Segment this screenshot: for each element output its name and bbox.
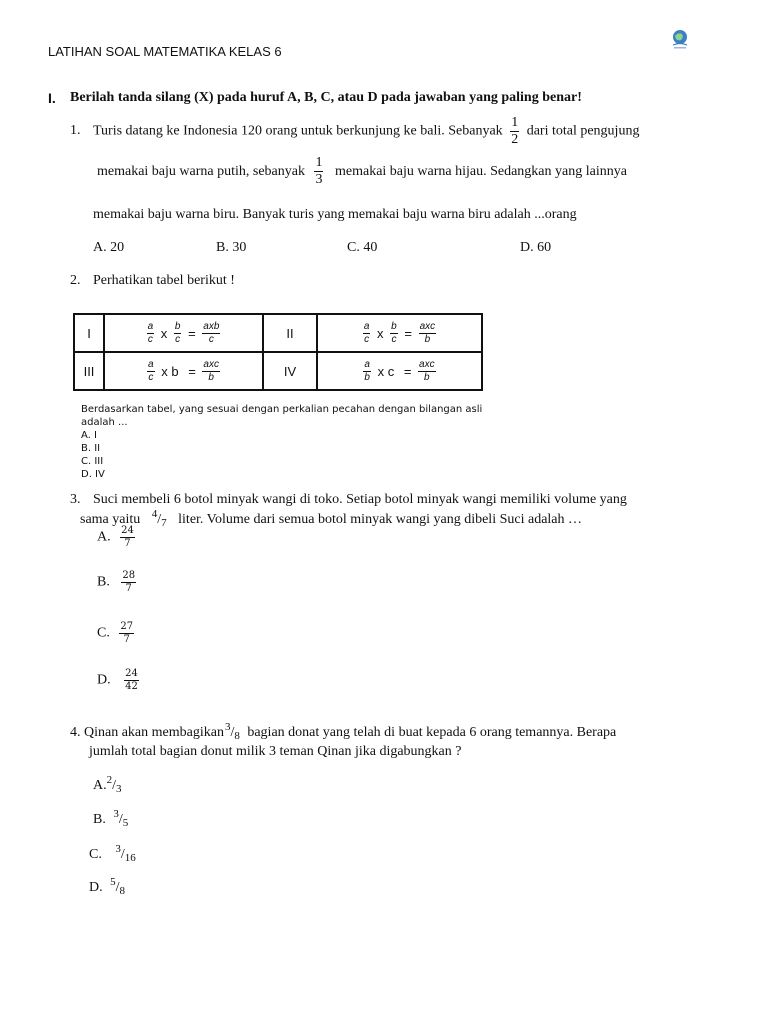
q2-note-line1: Berdasarkan tabel, yang sesuai dengan perkalian pecahan dengan bilangan asli: [81, 404, 483, 415]
table-cell-roman: II: [263, 314, 317, 352]
option-label: B.: [93, 812, 106, 827]
expr-den: b: [424, 371, 430, 383]
q2-option-c[interactable]: C. III: [81, 456, 104, 467]
expr-equals: =: [403, 363, 412, 379]
expr-den: c: [147, 333, 153, 345]
option-label: C.: [89, 847, 102, 862]
option-fraction: [119, 622, 134, 645]
expr-den: c: [175, 333, 181, 345]
expr-den: b: [208, 371, 214, 383]
option-den: 42: [125, 681, 138, 692]
q4-line2: jumlah total bagian donut milik 3 teman Qinan jika digabungkan ?: [89, 744, 462, 759]
option-fraction: $^2/_3$: [106, 774, 122, 795]
expr-equals: =: [188, 363, 196, 379]
expr-num: a: [147, 320, 154, 332]
q4-frac-num: 3: [224, 721, 231, 733]
option-den: 8: [119, 885, 126, 897]
q4-option-c[interactable]: [89, 843, 136, 864]
q4-line1-a: 4. Qinan akan membagikan: [70, 725, 224, 740]
option-fraction: $^3/_{16}$: [115, 843, 136, 864]
expr-num: axb: [203, 320, 220, 332]
q1-frac2-den: 3: [315, 172, 323, 188]
option-fraction: $^5/_8$: [110, 876, 126, 897]
option-den: 16: [124, 852, 136, 864]
option-label: A.: [97, 529, 111, 545]
page-title: LATIHAN SOAL MATEMATIKA KELAS 6: [48, 44, 282, 59]
q4-line1-b: bagian donat yang telah di buat kepada 6 orang temannya. Berapa: [247, 725, 617, 740]
expr-num: b: [174, 320, 181, 332]
q4-option-b[interactable]: [93, 808, 128, 829]
q3-option-b[interactable]: [97, 571, 136, 594]
table-cell-roman: III: [74, 352, 104, 390]
q2-note-line2: adalah ...: [81, 417, 128, 428]
q2-option-b[interactable]: B. II: [81, 443, 101, 454]
expr-den: b: [424, 333, 431, 345]
q4-option-d[interactable]: [89, 876, 125, 897]
expr-fraction: [147, 360, 155, 383]
q3-frac-num: 4: [151, 508, 158, 520]
expr-operator: x: [160, 325, 168, 341]
option-label: C.: [97, 625, 110, 641]
option-num: 28: [122, 570, 136, 581]
q1-option-d[interactable]: D. 60: [520, 240, 552, 255]
expr-den: c: [364, 333, 370, 345]
q3-line2-b: liter. Volume dari semua botol minyak wangi yang dibeli Suci adalah …: [178, 512, 583, 527]
q2-text: Perhatikan tabel berikut !: [93, 273, 235, 288]
option-label: D.: [89, 880, 103, 895]
option-den: 5: [122, 817, 129, 829]
expr-den: c: [391, 333, 397, 345]
expr-num: a: [148, 358, 154, 370]
option-den: 7: [124, 538, 131, 549]
q1-fraction-2: [314, 156, 323, 187]
expr-result: [202, 360, 220, 383]
q1-frac2-num: 1: [315, 155, 323, 171]
q1-line2: [97, 156, 627, 188]
option-label: A.: [93, 778, 107, 793]
q1-line1-b: dari total pengujung: [526, 123, 640, 139]
fraction-table: [73, 313, 483, 391]
expr-equals: =: [188, 325, 196, 341]
expr-fraction: [147, 322, 155, 345]
expr-result: [419, 322, 437, 345]
q1-number: 1.: [70, 123, 81, 138]
option-den: 7: [125, 583, 132, 594]
option-label: D.: [97, 672, 111, 688]
option-fraction: [121, 571, 136, 594]
q4-line1: [70, 721, 616, 742]
option-num: 2: [106, 774, 113, 786]
q3-option-c[interactable]: [97, 622, 134, 645]
q1-line2-a: memakai baju warna putih, sebanyak: [97, 164, 305, 179]
expr-fraction: [363, 360, 371, 383]
expr-fraction: [174, 322, 182, 345]
table-cell-roman: IV: [263, 352, 317, 390]
q1-frac1-num: 1: [511, 115, 519, 130]
expr-num: axc: [419, 358, 435, 370]
table-cell-expression: [317, 314, 482, 352]
q1-option-b[interactable]: B. 30: [216, 240, 247, 255]
q1-fraction-1: [510, 116, 519, 147]
option-den: 7: [123, 634, 130, 645]
q3-line2-a: sama yaitu: [80, 512, 141, 527]
option-num: 3: [115, 843, 121, 855]
q3-option-d[interactable]: [97, 669, 139, 692]
q3-line1: Suci membeli 6 botol minyak wangi di toko. Setiap botol minyak wangi memiliki volume yang: [93, 492, 627, 507]
q1-frac1-den: 2: [511, 132, 519, 147]
book-globe-logo-icon: [670, 28, 690, 50]
q1-option-c[interactable]: C. 40: [347, 240, 378, 255]
expr-num: axc: [203, 358, 219, 370]
expr-num: a: [364, 358, 370, 370]
section-instruction: Berilah tanda silang (X) pada huruf A, B, C, atau D pada jawaban yang paling benar!: [70, 90, 582, 105]
expr-equals: =: [404, 325, 412, 341]
option-num: 3: [113, 808, 119, 820]
option-fraction: $^3/_5$: [113, 808, 129, 829]
q4-inline-fraction: $^3/_8$: [224, 721, 240, 742]
table-cell-expression: [104, 314, 263, 352]
expr-result: [202, 322, 220, 345]
option-num: 5: [110, 876, 116, 888]
q2-option-d[interactable]: D. IV: [81, 469, 105, 480]
expr-num: a: [363, 320, 370, 332]
expr-fraction: [363, 322, 371, 345]
expr-den: b: [364, 371, 370, 383]
option-fraction: [124, 669, 139, 692]
option-label: B.: [97, 574, 110, 590]
q3-number: 3.: [70, 492, 81, 507]
expr-fraction: [390, 322, 398, 345]
table-cell-roman: I: [74, 314, 104, 352]
expr-num: axc: [419, 320, 436, 332]
q2-number: 2.: [70, 273, 81, 288]
expr-operator: x: [377, 325, 384, 341]
expr-operator: x c: [377, 363, 395, 379]
q2-note-block: [81, 403, 482, 481]
section-number: I.: [48, 90, 56, 106]
option-den: 3: [116, 783, 122, 795]
q3-option-a[interactable]: [97, 526, 135, 549]
option-num: 24: [125, 668, 138, 679]
q1-line2-b: memakai baju warna hijau. Sedangkan yang lainnya: [334, 164, 627, 179]
q3-inline-fraction: $^4/_7$: [151, 508, 167, 529]
option-num: 24: [121, 525, 134, 536]
expr-num: b: [391, 320, 397, 332]
table-row: [74, 352, 482, 390]
expr-result: [418, 360, 436, 383]
option-num: 27: [120, 621, 134, 632]
q1-line3: memakai baju warna biru. Banyak turis yang memakai baju warna biru adalah ...orang: [93, 207, 577, 222]
expr-den: c: [148, 371, 154, 383]
q1-option-a[interactable]: A. 20: [93, 240, 125, 255]
q4-option-a[interactable]: [93, 774, 122, 795]
q2-option-a[interactable]: A. I: [81, 430, 97, 441]
expr-den: c: [208, 333, 214, 345]
q1-line1: [93, 116, 639, 147]
q4-frac-den: 8: [234, 730, 240, 742]
q3-line2: [80, 508, 582, 529]
expr-operator: x b: [161, 363, 179, 379]
table-cell-expression: [104, 352, 263, 390]
q3-frac-den: 7: [161, 517, 167, 529]
table-cell-expression: [317, 352, 482, 390]
q1-line1-a: Turis datang ke Indonesia 120 orang untuk berkunjung ke bali. Sebanyak: [93, 123, 503, 139]
table-row: [74, 314, 482, 352]
option-fraction: [120, 526, 135, 549]
